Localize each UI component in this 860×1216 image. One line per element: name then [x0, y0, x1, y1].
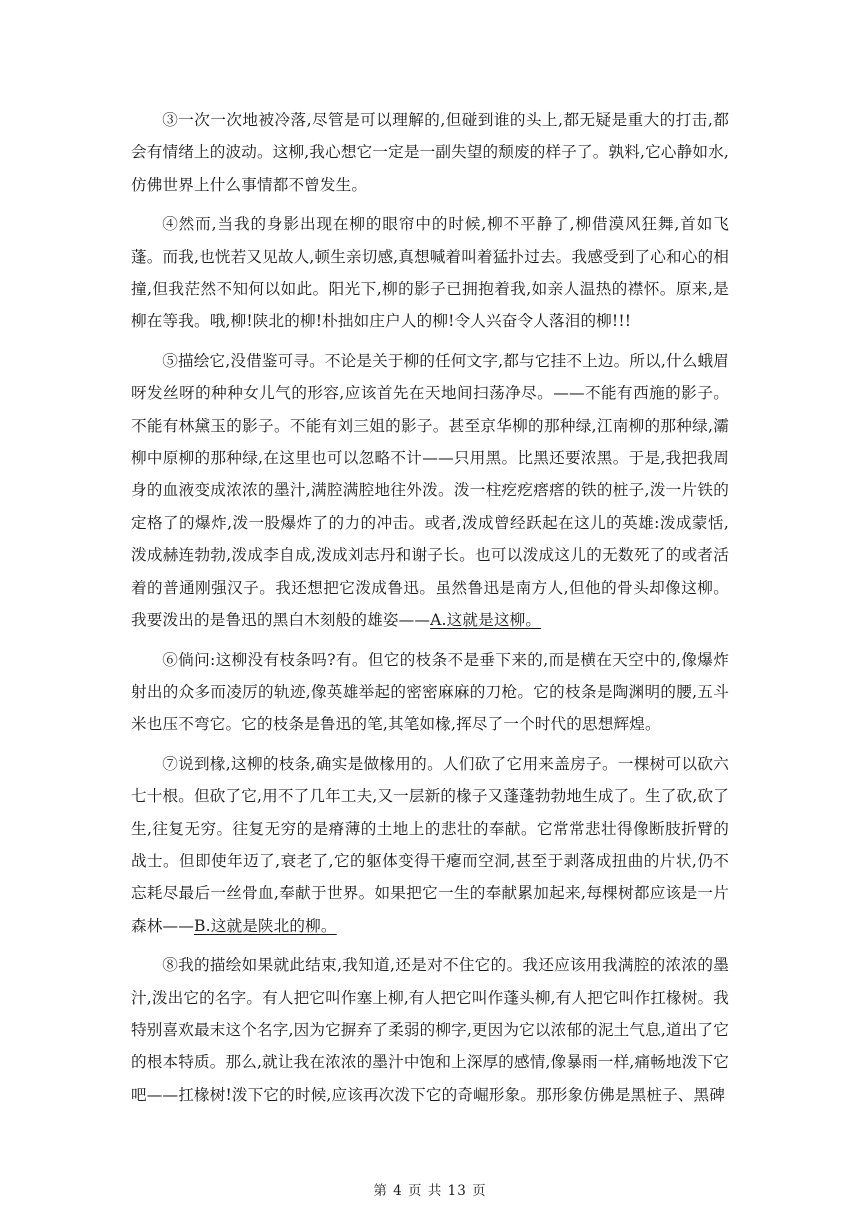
paragraph-8 [131, 949, 729, 1111]
page-number-footer: 第 4 页 共 13 页 [373, 1183, 487, 1199]
paragraph-3-text: ③一次一次地被冷落,尽管是可以理解的,但碰到谁的头上,都无疑是重大的打击,都会有情绪上的波动。这柳,我心想它一定是一副失望的颓废的样子了。孰料,它心静如水,仿佛世界上什么事情都不曾发生。 [131, 111, 729, 194]
paragraph-8-text: ⑧我的描绘如果就此结束,我知道,还是对不住它的。我还应该用我满腔的浓浓的墨汁,泼出它的名字。有人把它叫作塞上柳,有人把它叫作蓬头柳,有人把它叫作扛椽树。我特别喜欢最末这个名字,因为它摒弃了柔弱的柳字,更因为它以浓郁的泥土气息,道出了它的根本特质。那么,就让我在浓浓的墨汁中饱和上深厚的感情,像暴雨一样,痛畅地泼下它吧——扛椽树!泼下它的时候,应该再次泼下它的奇崛形象。那形象仿佛是黑桩子、黑碑 [131, 956, 729, 1104]
paragraph-6 [131, 644, 729, 741]
paragraph-4-text: ④然而,当我的身影出现在柳的眼帘中的时候,柳不平静了,柳借漠风狂舞,首如飞蓬。而我,也恍若又见故人,顿生亲切感,真想喊着叫着猛扑过去。我感受到了心和心的相撞,但我茫然不知何以如此。阳光下,柳的影子已拥抱着我,如亲人温热的襟怀。原来,是柳在等我。哦,柳!陕北的柳!朴拙如庄户人的柳!令人兴奋令人落泪的柳!!! [131, 215, 729, 331]
underlined-sentence-a: A.这就是这柳。 [430, 611, 542, 630]
paragraph-3 [131, 104, 729, 201]
paragraph-7-text: ⑦说到椽,这柳的枝条,确实是做椽用的。人们砍了它用来盖房子。一棵树可以砍六七十根。但砍了它,用不了几年工夫,又一层新的椽子又蓬蓬勃勃地生成了。生了砍,砍了生,往复无穷。往复无穷的是瘠薄的土地上的悲壮的奉献。它常常悲壮得像断肢折臂的战士。但即使年迈了,衰老了,它的躯体变得干瘪而空洞,甚至于剥落成扭曲的片状,仍不忘耗尽最后一丝骨血,奉献于世界。如果把它一生的奉献累加起来,每棵树都应该是一片森林—— [131, 754, 729, 935]
underlined-sentence-b: B.这就是陕北的柳。 [193, 916, 337, 935]
paragraph-5 [131, 345, 729, 637]
article-body [131, 104, 729, 1118]
paragraph-4 [131, 208, 729, 338]
paragraph-7 [131, 748, 729, 942]
paragraph-6-text: ⑥倘问:这柳没有枝条吗?有。但它的枝条不是垂下来的,而是横在天空中的,像爆炸射出的众多而凌厉的轨迹,像英雄举起的密密麻麻的刀枪。它的枝条是陶渊明的腰,五斗米也压不弯它。它的枝条是鲁迅的笔,其笔如椽,挥尽了一个时代的思想辉煌。 [131, 650, 729, 734]
paragraph-5-text: ⑤描绘它,没借鉴可寻。不论是关于柳的任何文字,都与它挂不上边。所以,什么蛾眉呀发丝呀的种种女儿气的形容,应该首先在天地间扫荡净尽。——不能有西施的影子。不能有林黛玉的影子。不能有刘三姐的影子。甚至京华柳的那种绿,江南柳的那种绿,灞柳中原柳的那种绿,在这里也可以忽略不计——只用黑。比黑还要浓黑。于是,我把我周身的血液变成浓浓的墨汁,满腔满腔地往外泼。泼一柱疙疙瘩瘩的铁的桩子,泼一片铁的定格了的爆炸,泼一股爆炸了的力的冲击。或者,泼成曾经跃起在这儿的英雄:泼成蒙恬,泼成赫连勃勃,泼成李自成,泼成刘志丹和谢子长。也可以泼成这儿的无数死了的或者活着的普通刚强汉子。我还想把它泼成鲁迅。虽然鲁迅是南方人,但他的骨头却像这柳。我要泼出的是鲁迅的黑白木刻般的雄姿—— [131, 351, 729, 630]
